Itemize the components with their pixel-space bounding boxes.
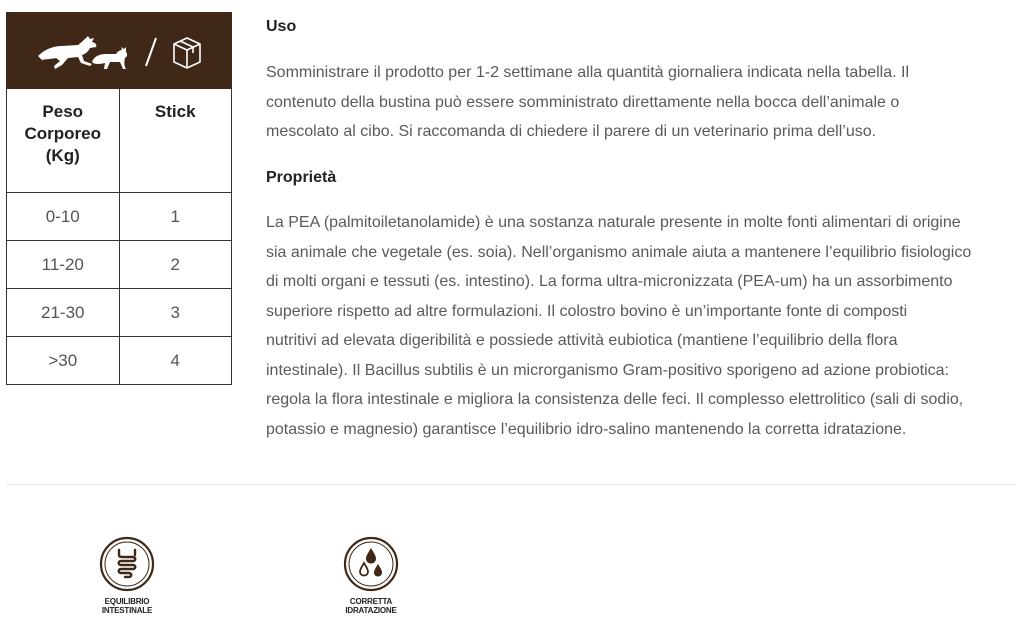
feature-label: [77, 597, 177, 615]
table-row: [7, 193, 232, 241]
uso-line: mescolato al cibo. Si raccomanda di chiedere il parere di un veterinario prima dell’uso.: [266, 123, 877, 140]
uso-line: contenuto della bustina può essere somministrato direttamente nella bocca dell’animale o: [266, 93, 900, 111]
dosage-table: [6, 12, 232, 385]
column-header-stick: Stick: [119, 89, 232, 193]
weight-cell: 21-30: [7, 289, 120, 337]
feature-label-line: IDRATAZIONE: [345, 606, 397, 615]
box-icon: [174, 38, 200, 68]
column-header-weight: [7, 89, 120, 193]
dosage-table-columns: [7, 89, 232, 193]
water-drops-icon: [343, 536, 399, 592]
weight-cell: 0-10: [7, 193, 120, 241]
stick-cell: 4: [119, 337, 232, 385]
stick-cell: 1: [119, 193, 232, 241]
uso-text: [266, 58, 1018, 147]
proprieta-text: [266, 208, 1018, 444]
dosage-table-header: [7, 13, 232, 89]
uso-line: Somministrare il prodotto per 1-2 settimane alla quantità giornaliera indicata nella tabella. Il: [266, 64, 910, 81]
proprieta-line: intestinale). Il Bacillus subtilis è un microrganismo Gram-positivo sporigeno ad azione probiotica:: [266, 361, 949, 379]
uso-title: Uso: [266, 18, 297, 35]
cat-icon: [92, 47, 127, 69]
proprieta-title: Proprietà: [266, 169, 337, 186]
slash-divider: [146, 38, 156, 66]
table-row: [7, 337, 232, 385]
stick-cell: 3: [119, 289, 232, 337]
weight-cell: 11-20: [7, 241, 120, 289]
weight-cell: >30: [7, 337, 120, 385]
feature-label: [321, 597, 421, 615]
header-icons: [7, 13, 231, 88]
feature-corretta-idratazione: [321, 536, 421, 615]
intestine-icon: [99, 536, 155, 592]
proprieta-line: regola la flora intestinale e migliora la consistenza delle feci. Il complesso elettrolitico (sali di sodio,: [266, 391, 964, 408]
proprieta-line: di molti organi e tessuti (es. intestino). La forma ultra-micronizzata (PEA-um) ha un assorbimento: [266, 273, 953, 290]
stick-cell: 2: [119, 241, 232, 289]
table-row: [7, 241, 232, 289]
feature-label-line: INTESTINALE: [101, 606, 153, 615]
feature-label-line: EQUILIBRIO: [104, 597, 150, 606]
feature-label-line: CORRETTA: [349, 597, 393, 606]
proprieta-line: sia animale che vegetale (es. soia). Nell’organismo animale aiuta a mantenere l’equilibrio fisiologico: [266, 243, 972, 261]
proprieta-line: La PEA (palmitoiletanolamide) è una sostanza naturale presente in molte fonti alimentari di origine: [266, 214, 961, 231]
weight-header-line-2: Corporeo: [24, 124, 101, 143]
feature-equilibrio-intestinale: [77, 536, 177, 615]
table-row: [7, 289, 232, 337]
section-divider: [6, 484, 1016, 485]
dog-icon: [38, 36, 96, 69]
header-cell: [7, 13, 232, 89]
dog-cat-box-icons: [34, 26, 204, 76]
weight-header-line-3: (Kg): [45, 146, 80, 165]
proprieta-line: nutritivi ad elevata digeribilità e possiede attività eubiotica (mantiene l’equilibrio della flora: [266, 332, 898, 349]
proprieta-line: potassio e magnesio) garantisce l’equilibrio idro-salino mantenendo la corretta idratazione.: [266, 420, 907, 438]
proprieta-line: superiore rispetto ad altre formulazioni. Il colostro bovino è un’importante fonte di composti: [266, 302, 908, 320]
weight-header-line-1: Peso: [42, 102, 84, 121]
